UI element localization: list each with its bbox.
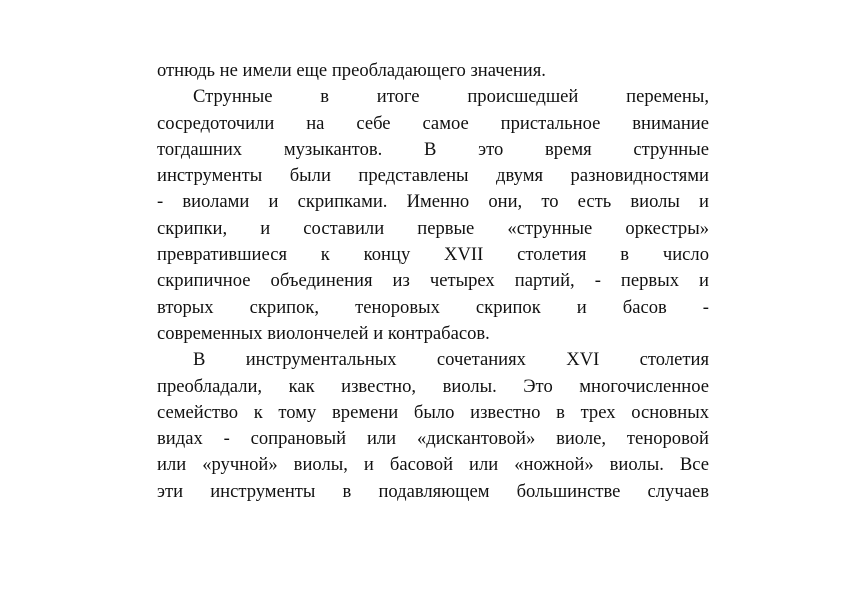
text-line: или «ручной» виолы, и басовой или «ножной» виолы. Все — [157, 454, 709, 476]
text-line: превратившиеся к концу XVII столетия в число — [157, 244, 709, 266]
text-line: Струнные в итоге происшедшей перемены, — [193, 86, 709, 108]
text-line: видах - сопрановый или «дискантовой» виоле, теноровой — [157, 428, 709, 450]
text-line: эти инструменты в подавляющем большинстве случаев — [157, 480, 709, 502]
text-line: вторых скрипок, теноровых скрипок и басов - — [157, 296, 709, 318]
text-line: инструменты были представлены двумя разновидностями — [157, 165, 709, 187]
text-line: - виолами и скрипками. Именно они, то есть виолы и — [157, 191, 709, 213]
text-line: отнюдь не имели еще преобладающего значения. — [157, 60, 546, 81]
text-line: В инструментальных сочетаниях XVI столетия — [193, 349, 709, 371]
text-line: семейство к тому времени было известно в трех основных — [157, 401, 709, 423]
text-line: скрипичное объединения из четырех партий, - первых и — [157, 270, 709, 292]
text-line: скрипки, и составили первые «струнные оркестры» — [157, 217, 709, 239]
text-line: преобладали, как известно, виолы. Это многочисленное — [157, 375, 709, 397]
text-line: тогдашних музыкантов. В это время струнные — [157, 138, 709, 160]
body-text — [157, 58, 709, 505]
text-line: современных виолончелей и контрабасов. — [157, 322, 490, 344]
text-line: сосредоточили на себе самое пристальное внимание — [157, 112, 709, 134]
